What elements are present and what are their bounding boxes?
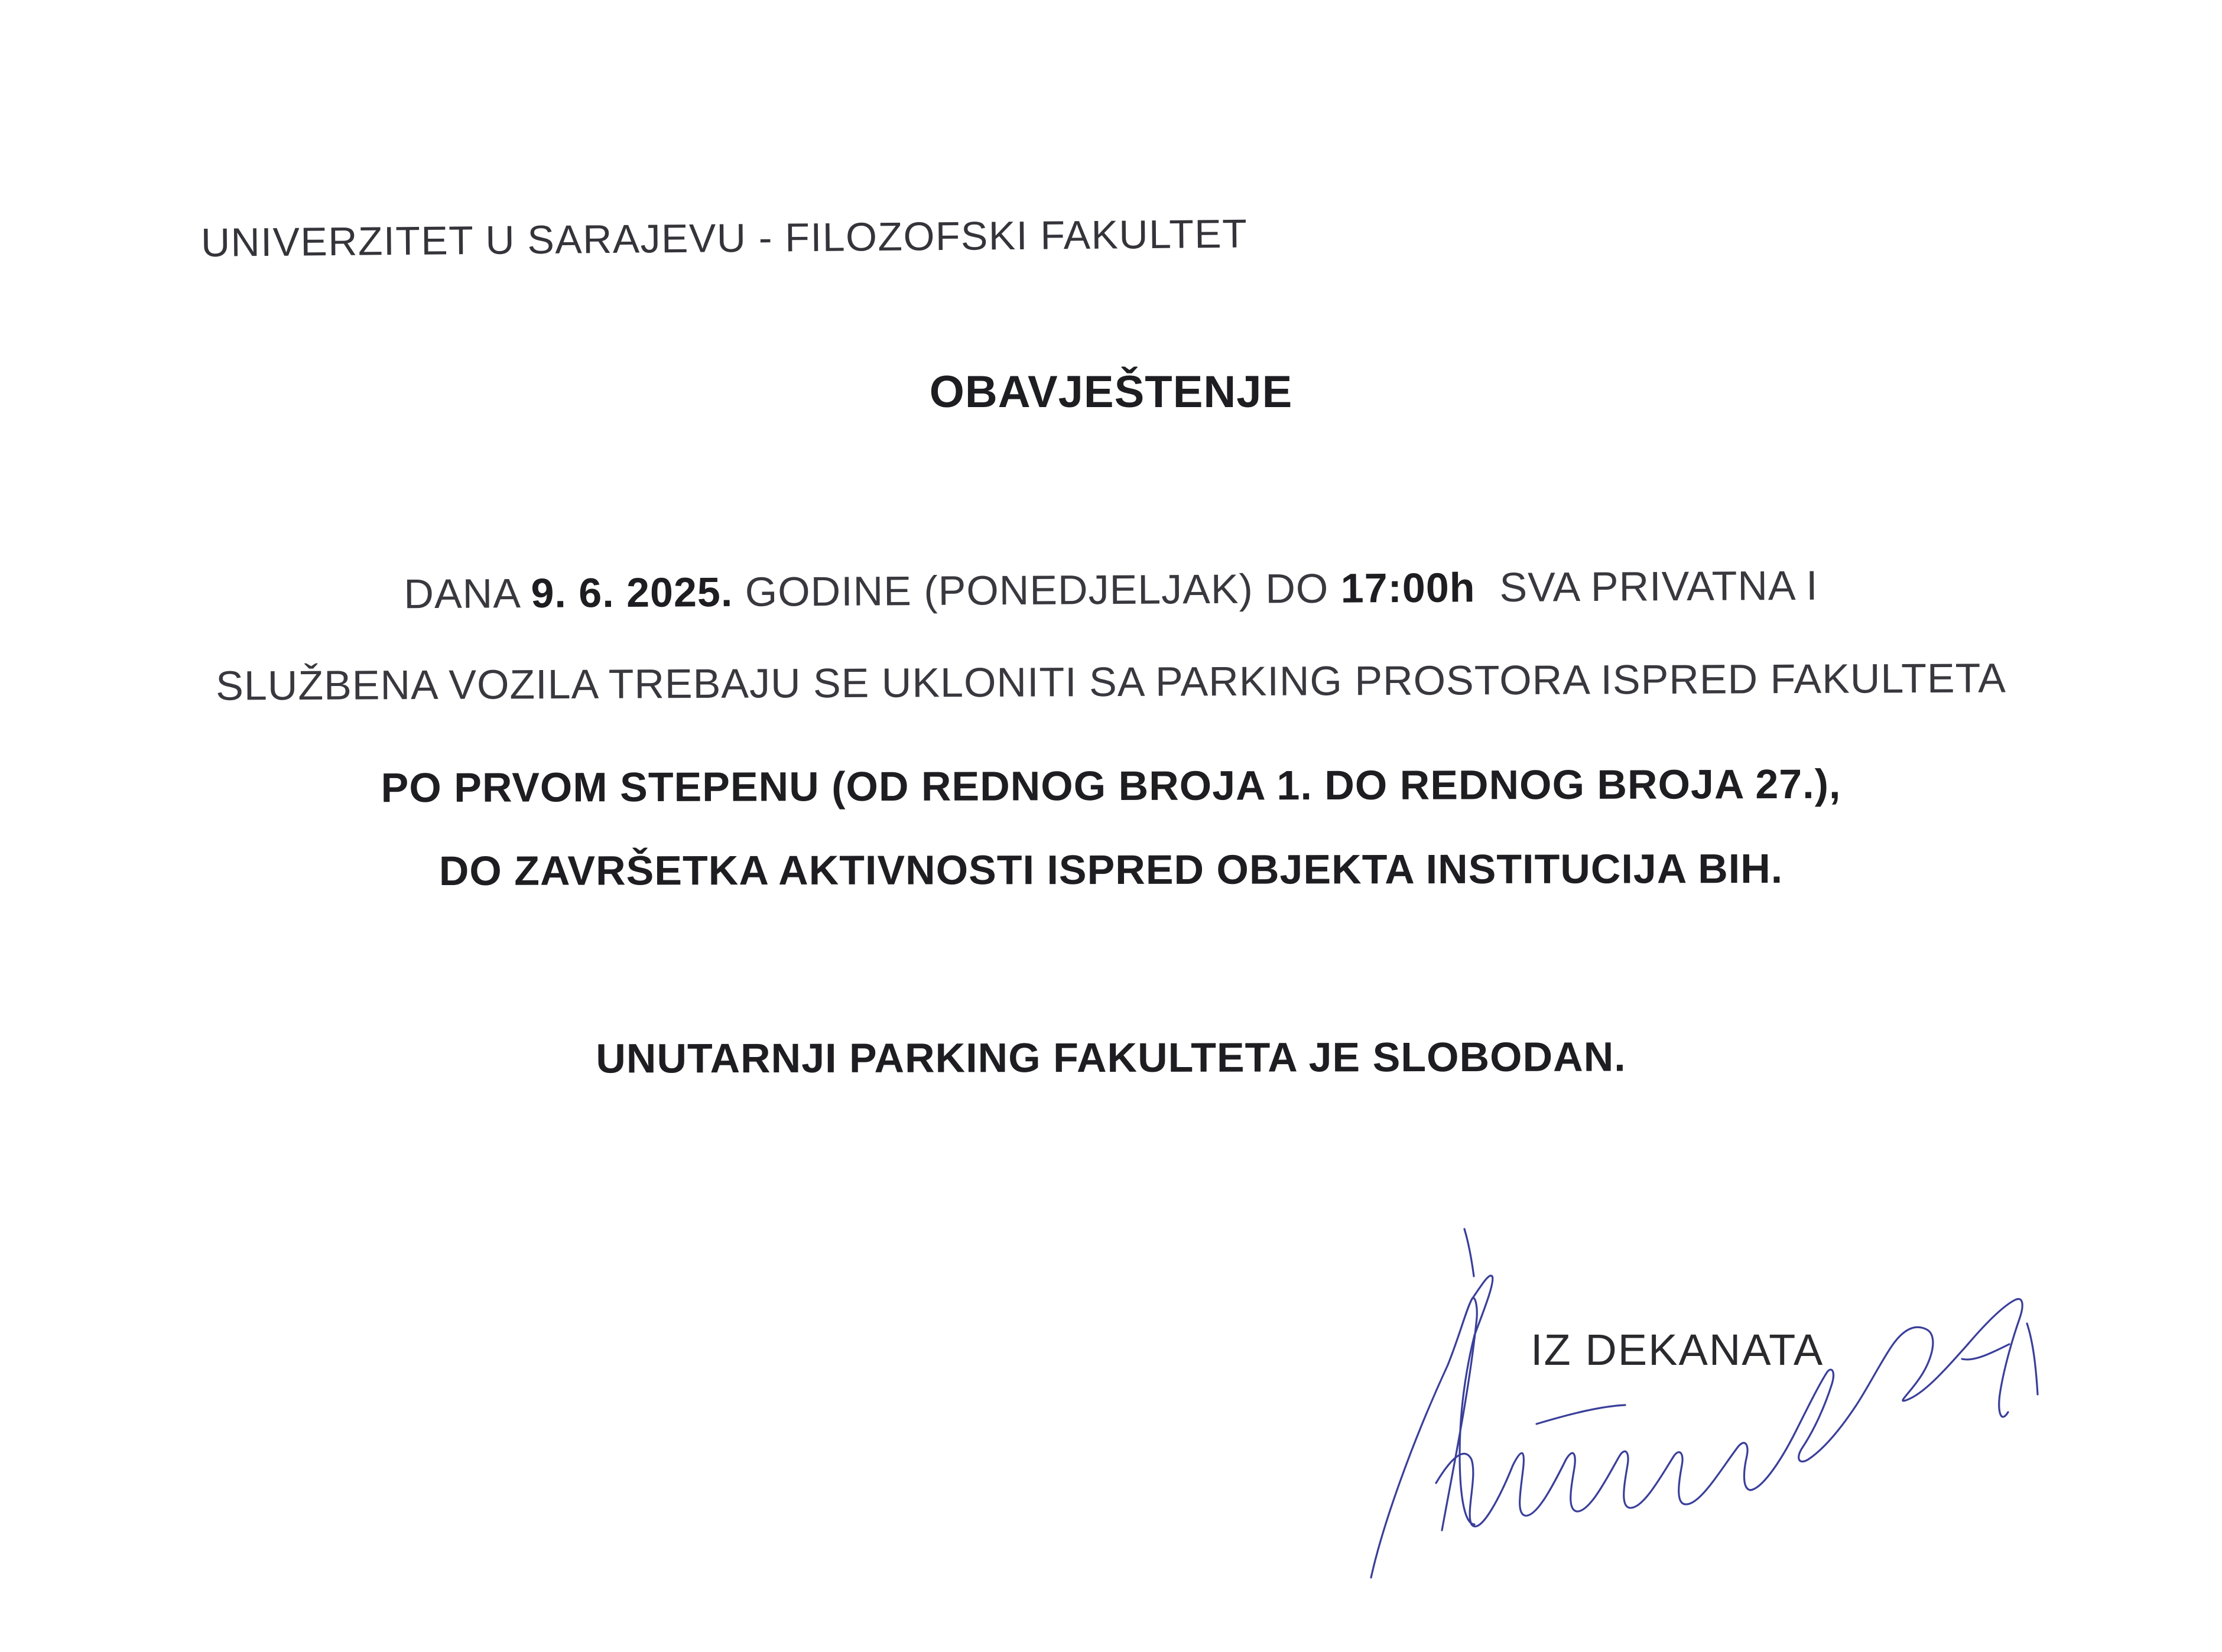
- handwritten-signature: [1347, 1217, 2092, 1607]
- signature-stroke: [1750, 1370, 1856, 1490]
- institution-header: UNIVERZITET U SARAJEVU - FILOZOFSKI FAKULTET: [200, 211, 1248, 265]
- signature-stroke: [1464, 1229, 1474, 1276]
- signature-stroke: [1436, 1443, 1750, 1526]
- signature-stroke: [1962, 1344, 2009, 1360]
- notice-line-5: UNUTARNJI PARKING FAKULTETA JE SLOBODAN.: [596, 1033, 1626, 1082]
- notice-line-3: PO PRVOM STEPENU (OD REDNOG BROJA 1. DO REDNOG BROJA 27.),: [381, 760, 1841, 811]
- signature-stroke: [1536, 1405, 1625, 1424]
- notice-line-2: SLUŽBENA VOZILA TREBAJU SE UKLONITI SA PARKING PROSTORA ISPRED FAKULTETA: [216, 655, 2006, 709]
- signature-stroke: [1856, 1299, 2022, 1417]
- signature-strokes: [1371, 1229, 2038, 1578]
- notice-line-1-suffix: SVA PRIVATNA I: [1475, 562, 1818, 611]
- notice-line-1-middle: GODINE (PONEDJELJAK) DO: [733, 565, 1341, 615]
- notice-line-4: DO ZAVRŠETKA AKTIVNOSTI ISPRED OBJEKTA INSTITUCIJA BIH.: [438, 845, 1784, 894]
- signature-stroke: [2027, 1323, 2038, 1394]
- signature-stroke: [1371, 1298, 1477, 1578]
- notice-line-1-prefix: DANA: [404, 570, 531, 617]
- signature-label: IZ DEKANATA: [1531, 1325, 1824, 1374]
- notice-line-1: [0, 560, 2222, 620]
- notice-date: 9. 6. 2025.: [531, 568, 733, 616]
- notice-title: OBAVJEŠTENJE: [929, 367, 1293, 417]
- notice-time: 17:00h: [1340, 564, 1476, 612]
